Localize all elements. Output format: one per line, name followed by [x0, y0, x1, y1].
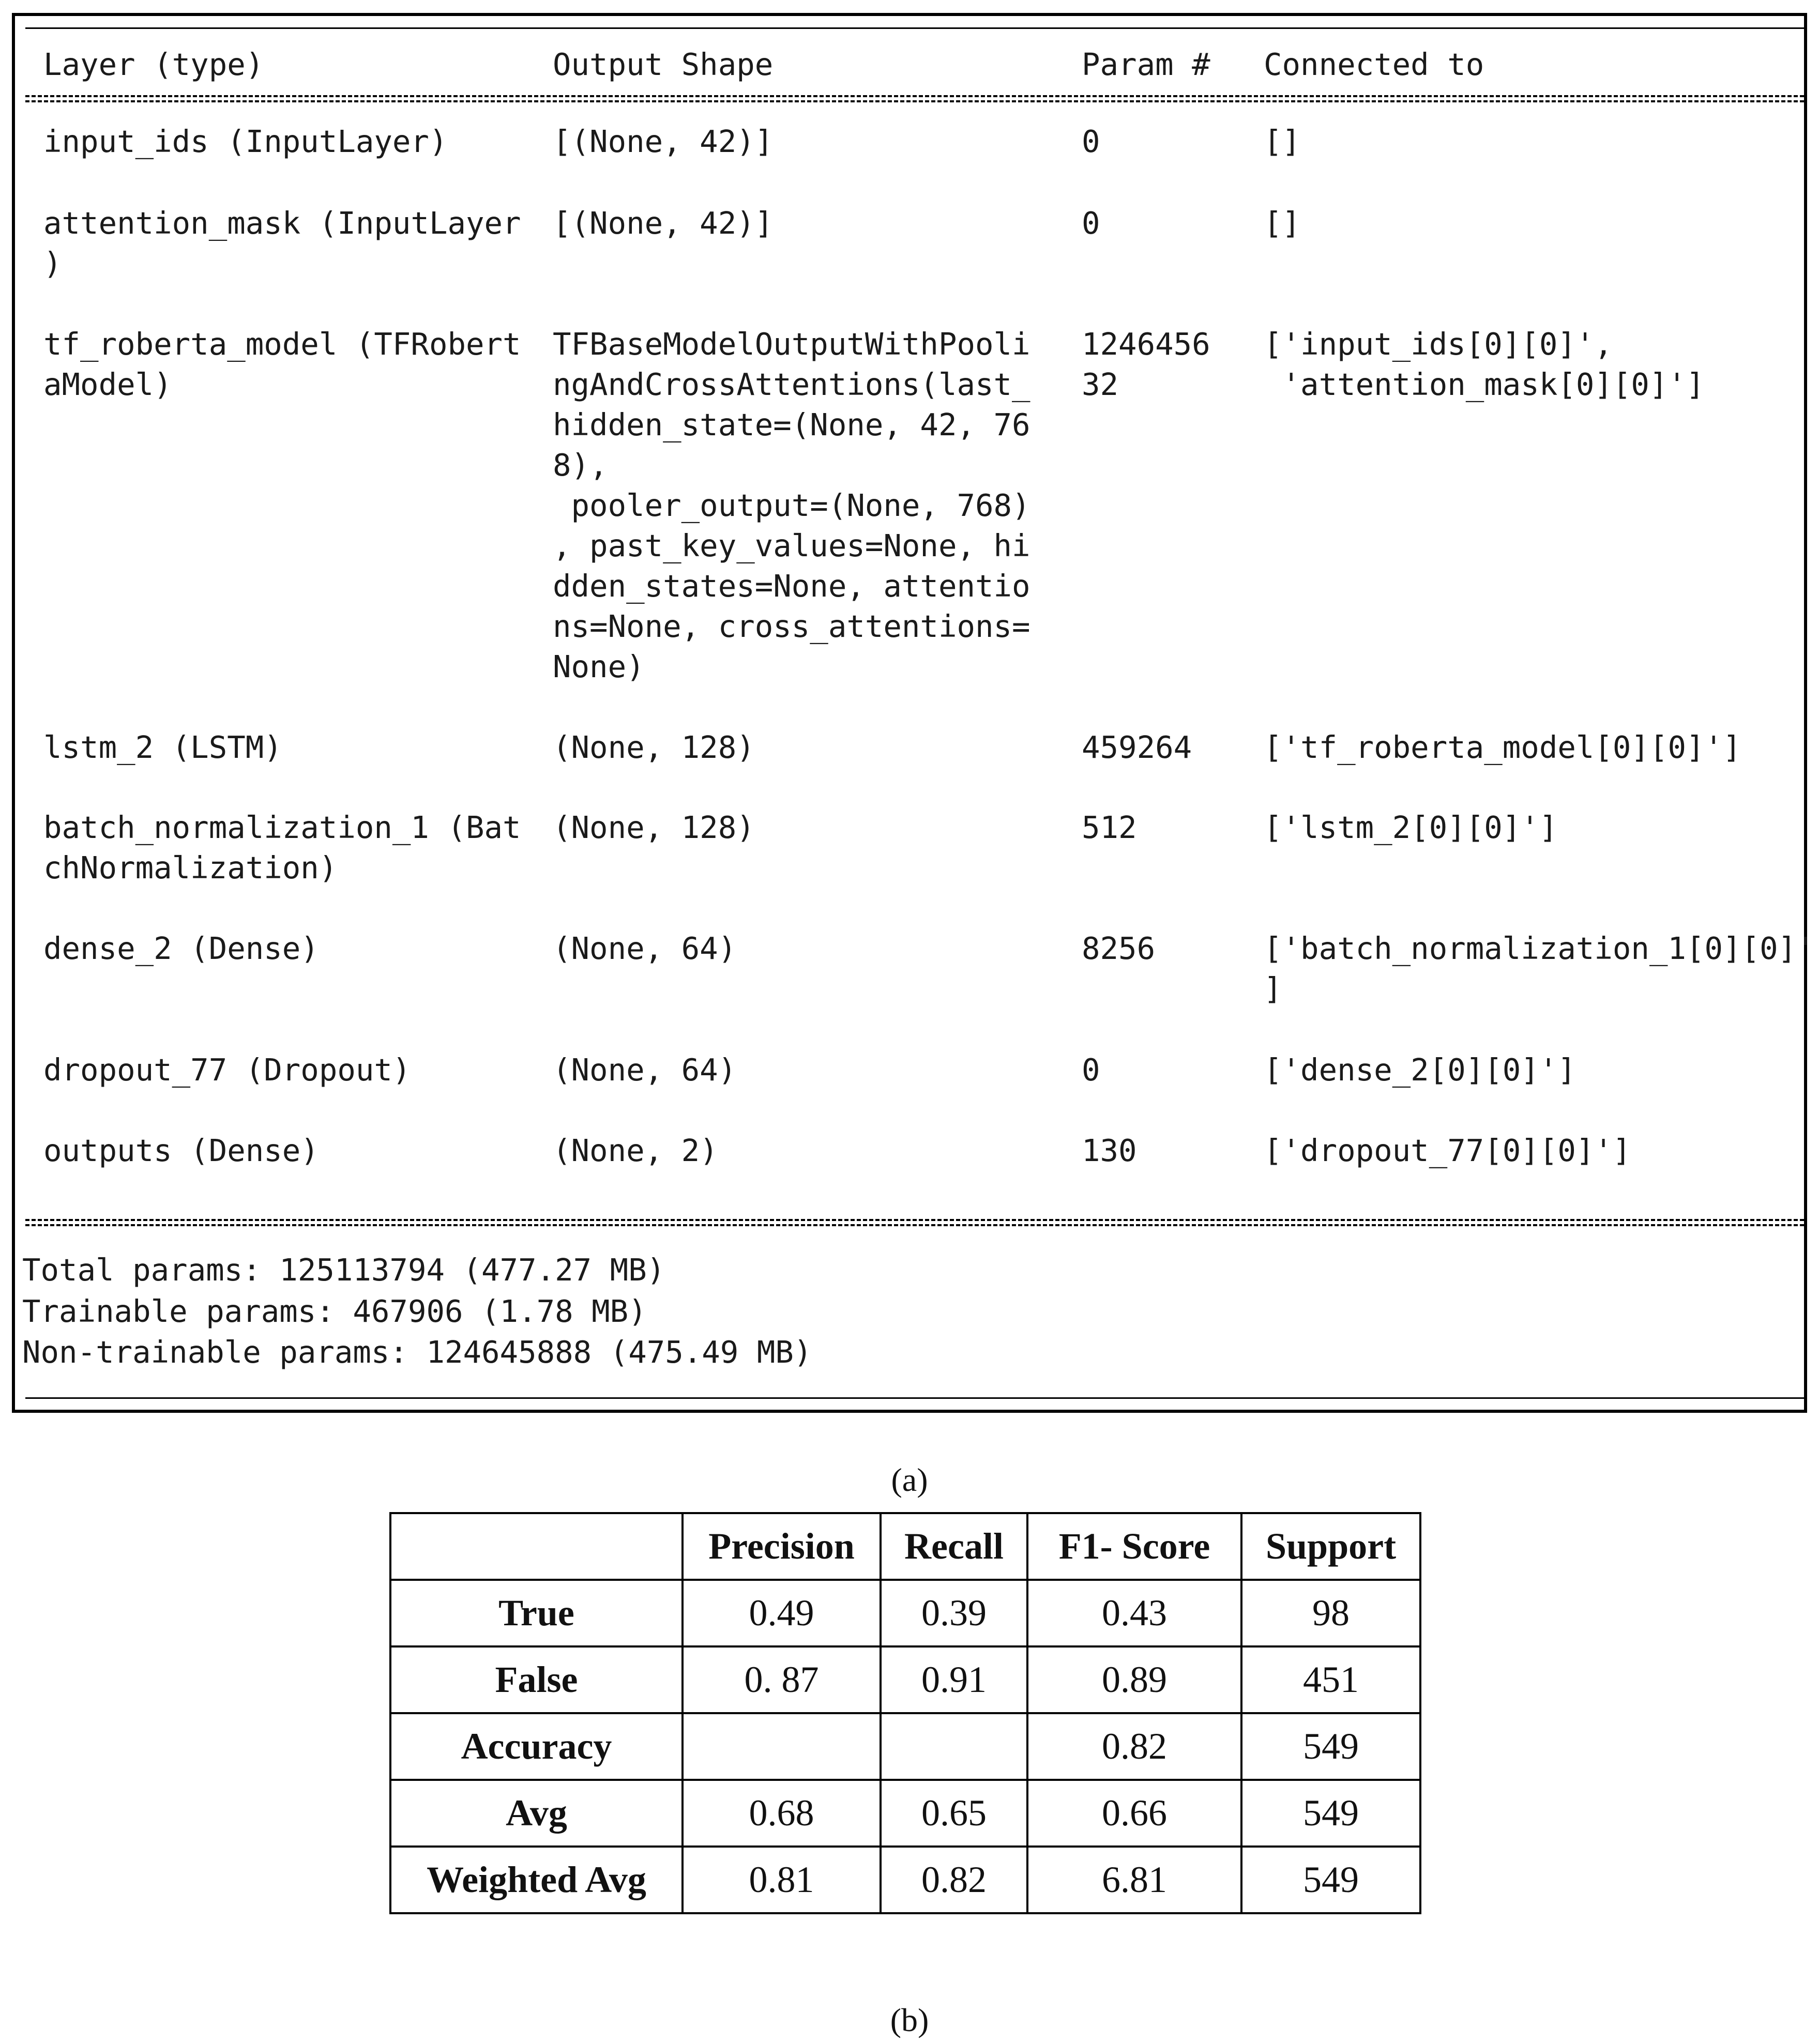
bottom-rule: [25, 1397, 1804, 1399]
top-rule: [25, 27, 1804, 29]
metrics-row-false: [390, 1646, 1420, 1713]
row-label: True: [390, 1580, 683, 1646]
layer-name: tf_roberta_model (TFRobert aModel): [43, 326, 521, 402]
recall-value: 0.91: [881, 1646, 1027, 1713]
header-precision: Precision: [683, 1513, 881, 1580]
param-count: 0: [1082, 124, 1100, 159]
f1-score-value: 0.43: [1027, 1580, 1241, 1646]
metrics-row-avg: [390, 1780, 1420, 1847]
param-count: 0: [1082, 205, 1100, 241]
total-params: Total params: 125113794 (477.27 MB): [22, 1252, 665, 1288]
output-shape: (None, 128): [553, 729, 755, 765]
layer-name: dropout_77 (Dropout): [43, 1052, 411, 1088]
recall-value: 0.39: [881, 1580, 1027, 1646]
output-shape: (None, 64): [553, 1052, 737, 1088]
header-connected-to: Connected to: [1264, 47, 1484, 82]
connected-to: ['dense_2[0][0]']: [1264, 1052, 1576, 1088]
connected-to: ['lstm_2[0][0]']: [1264, 810, 1558, 845]
output-shape: (None, 64): [553, 931, 737, 966]
layer-name: input_ids (InputLayer): [43, 124, 448, 159]
metrics-row-weighted-avg: [390, 1847, 1420, 1913]
caption-a: (a): [891, 1461, 928, 1498]
param-count: 1246456 32: [1082, 326, 1210, 402]
layer-name: attention_mask (InputLayer ): [43, 205, 521, 281]
f1-score-value: 0.82: [1027, 1713, 1241, 1780]
layer-name: batch_normalization_1 (Bat chNormalization): [43, 810, 521, 886]
connected-to: ['batch_normalization_1[0][0]' ]: [1264, 931, 1815, 1006]
metrics-row-accuracy: [390, 1713, 1420, 1780]
layer-name: outputs (Dense): [43, 1133, 319, 1168]
model-summary-panel: [12, 13, 1815, 1413]
connected-to: ['input_ids[0][0]', 'attention_mask[0][0]']: [1264, 326, 1705, 402]
recall-value: 0.65: [881, 1780, 1027, 1847]
output-shape: [(None, 42)]: [553, 205, 774, 241]
row-label: Accuracy: [390, 1713, 683, 1780]
param-count: 130: [1082, 1133, 1137, 1168]
f1-score-value: 6.81: [1027, 1847, 1241, 1913]
param-count: 8256: [1082, 931, 1156, 966]
connected-to: []: [1264, 205, 1301, 241]
metrics-table: [389, 1512, 1421, 1914]
header-divider: [25, 95, 1804, 97]
header-output-shape: Output Shape: [553, 47, 774, 82]
param-count: 0: [1082, 1052, 1100, 1088]
trainable-params: Trainable params: 467906 (1.78 MB): [22, 1293, 647, 1329]
precision-value: 0.81: [683, 1847, 881, 1913]
connected-to: ['tf_roberta_model[0][0]']: [1264, 729, 1741, 765]
layer-name: dense_2 (Dense): [43, 931, 319, 966]
support-value: 549: [1241, 1780, 1420, 1847]
totals-divider: [25, 1219, 1804, 1221]
non-trainable-params: Non-trainable params: 124645888 (475.49 MB): [22, 1334, 812, 1370]
precision-value: 0.68: [683, 1780, 881, 1847]
header-recall: Recall: [881, 1513, 1027, 1580]
param-count: 512: [1082, 810, 1137, 845]
output-shape: (None, 2): [553, 1133, 718, 1168]
row-label: False: [390, 1646, 683, 1713]
precision-value: 0. 87: [683, 1646, 881, 1713]
header-support: Support: [1241, 1513, 1420, 1580]
support-value: 549: [1241, 1713, 1420, 1780]
layer-name: lstm_2 (LSTM): [43, 729, 282, 765]
param-count: 459264: [1082, 729, 1192, 765]
precision-value: 0.49: [683, 1580, 881, 1646]
support-value: 451: [1241, 1646, 1420, 1713]
metrics-row-true: [390, 1580, 1420, 1646]
row-label: Avg: [390, 1780, 683, 1847]
f1-score-value: 0.89: [1027, 1646, 1241, 1713]
connected-to: ['dropout_77[0][0]']: [1264, 1133, 1631, 1168]
header-f1-score: F1- Score: [1027, 1513, 1241, 1580]
support-value: 549: [1241, 1847, 1420, 1913]
support-value: 98: [1241, 1580, 1420, 1646]
header-param-count: Param #: [1082, 47, 1210, 82]
header-corner: [390, 1513, 683, 1580]
precision-value: [683, 1713, 881, 1780]
f1-score-value: 0.66: [1027, 1780, 1241, 1847]
row-label: Weighted Avg: [390, 1847, 683, 1913]
output-shape: [(None, 42)]: [553, 124, 774, 159]
recall-value: [881, 1713, 1027, 1780]
caption-b: (b): [890, 2002, 929, 2038]
output-shape: TFBaseModelOutputWithPooli ngAndCrossAttentions(last_ hidden_state=(None, 42, 76 8), pooler_output=(None, 768) , past_key_values=None, hi dden_states=None, attentio ns=None, cross_attentions= None): [553, 326, 1030, 684]
output-shape: (None, 128): [553, 810, 755, 845]
header-layer-type: Layer (type): [43, 47, 264, 82]
connected-to: []: [1264, 124, 1301, 159]
metrics-header-row: [390, 1513, 1420, 1580]
recall-value: 0.82: [881, 1847, 1027, 1913]
